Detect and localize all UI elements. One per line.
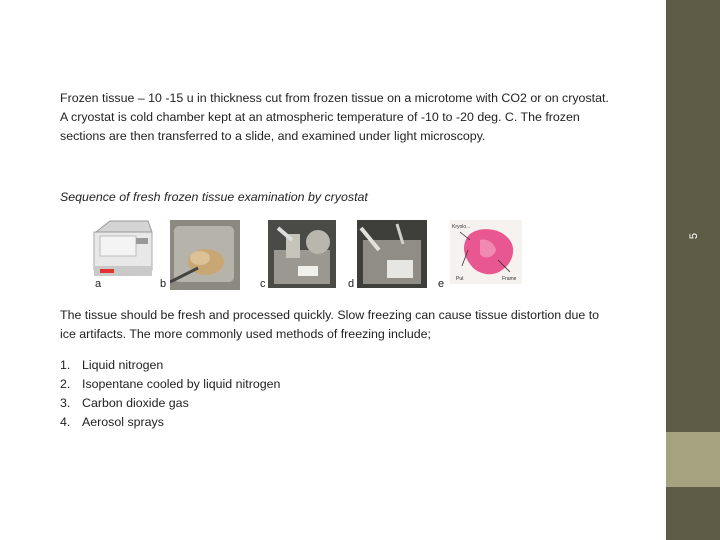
annotation-frame: Frame <box>502 276 517 282</box>
list-item-number: 3. <box>60 396 71 410</box>
freezing-line-1: The tissue should be fresh and processed quickly. Slow freezing can cause tissue distortion due to <box>60 308 600 322</box>
list-item <box>60 375 280 394</box>
figure-label-e: e <box>438 278 445 290</box>
figure-label-d: d <box>348 278 355 290</box>
figure-label-a: a <box>95 278 102 290</box>
annotation-kryolo: Kryolo... <box>452 224 471 230</box>
freezing-line-2: ice artifacts. The more commonly used methods of freezing include; <box>60 327 431 341</box>
figure-caption: Sequence of fresh frozen tissue examination by cryostat <box>60 190 368 204</box>
list-item-number: 1. <box>60 358 71 372</box>
intro-paragraph <box>60 89 620 146</box>
list-item-number: 2. <box>60 377 71 391</box>
list-item <box>60 356 280 375</box>
stained-section-image <box>450 220 522 284</box>
freezing-paragraph <box>60 306 620 344</box>
list-item-text: Carbon dioxide gas <box>82 396 189 410</box>
intro-line-1: Frozen tissue – 10 -15 u in thickness cut from frozen tissue on a microtome with CO2 or on cryostat. <box>60 91 609 105</box>
list-item <box>60 394 280 413</box>
list-item-text: Liquid nitrogen <box>82 358 164 372</box>
side-panel-accent <box>666 432 720 487</box>
list-item-text: Aerosol sprays <box>82 415 164 429</box>
list-item-number: 4. <box>60 415 71 429</box>
cryostat-machine-image <box>86 218 166 280</box>
figure-label-b: b <box>160 278 167 290</box>
cryostat-mounting-image <box>268 220 336 288</box>
freezing-methods-list <box>60 356 280 432</box>
page-number: 5 <box>688 232 700 240</box>
tissue-chuck-image <box>170 220 240 290</box>
intro-line-3: sections are then transferred to a slide, and examined under light microscopy. <box>60 129 486 143</box>
figure-label-c: c <box>260 278 266 290</box>
list-item-text: Isopentane cooled by liquid nitrogen <box>82 377 281 391</box>
annotation-put: Put <box>456 276 464 282</box>
section-on-slide-image <box>357 220 427 288</box>
list-item <box>60 413 280 432</box>
intro-line-2: A cryostat is cold chamber kept at an atmospheric temperature of -10 to -20 deg. C. The frozen <box>60 110 580 124</box>
